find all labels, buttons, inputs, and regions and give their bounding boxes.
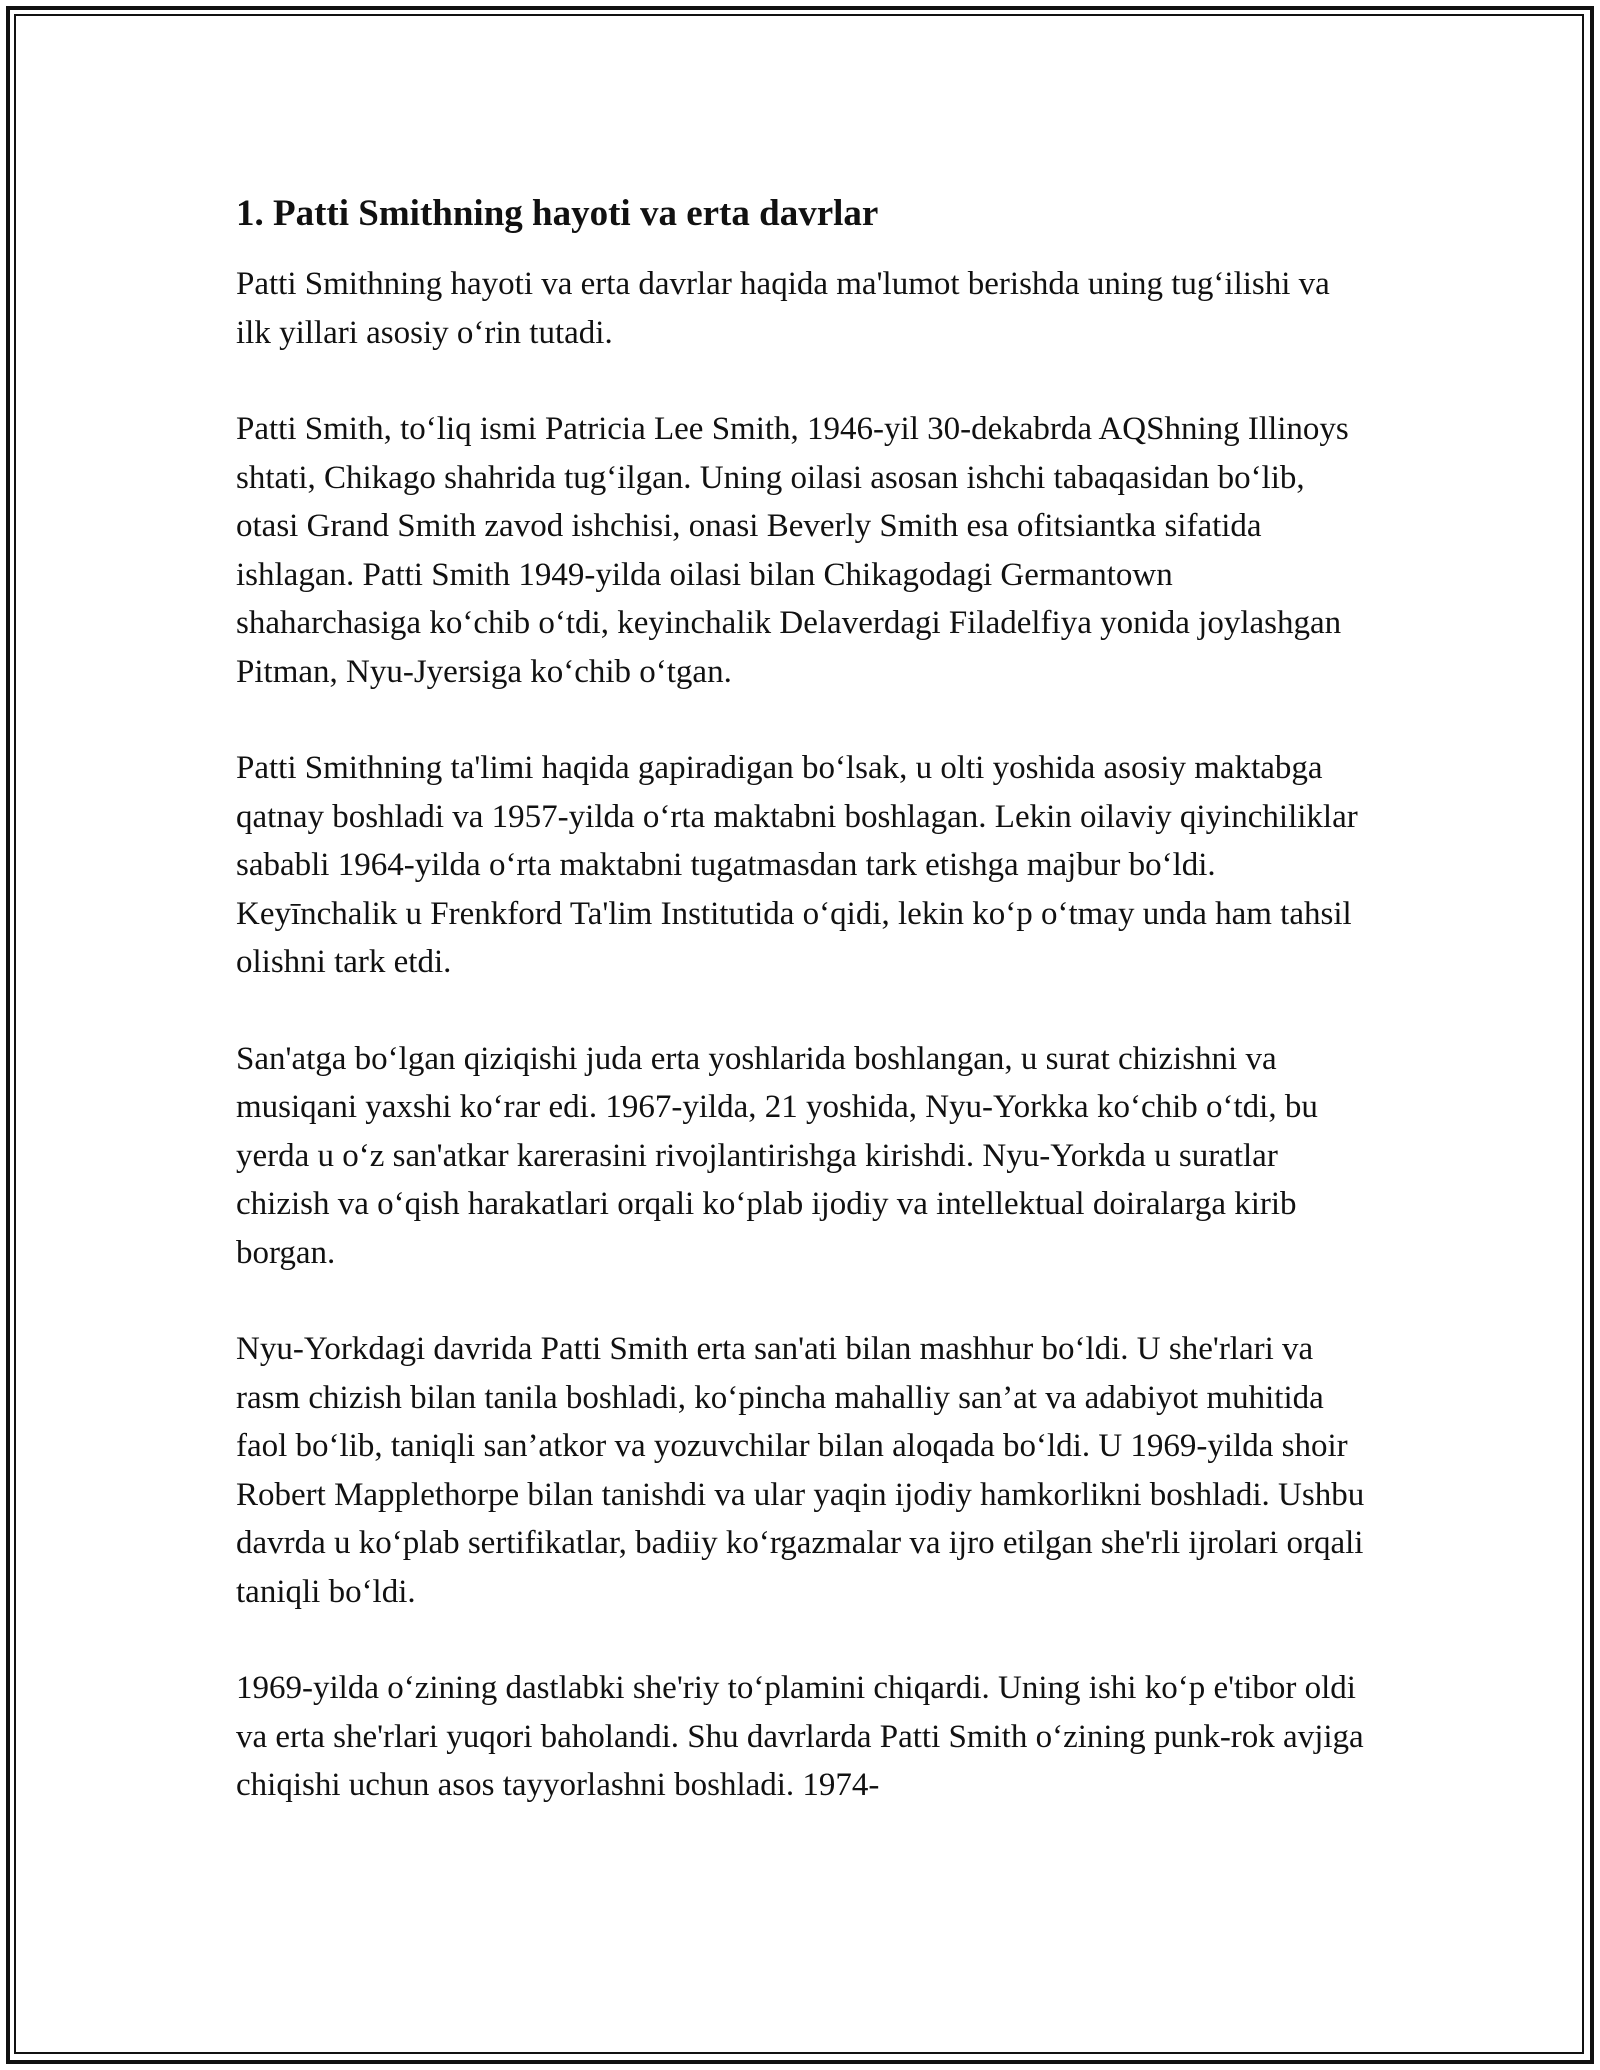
paragraph-first-collection: 1969-yilda o‘zining dastlabki she'riy to‘plamini chiqardi. Uning ishi ko‘p e'tibor oldi va erta she'rlari yuqori baholandi. Shu davrlarda Patti Smith o‘zining punk-rok avjiga chiqishi uchun asos tayyorlashni boshladi. 1974- — [236, 1670, 1364, 1804]
document-body — [236, 180, 1366, 1858]
paragraph-intro: Patti Smithning hayoti va erta davrlar haqida ma'lumot berishda uning tug‘ilishi va ilk yillari asosiy o‘rin tutadi. — [236, 266, 1330, 351]
paragraph-art-interest: San'atga bo‘lgan qiziqishi juda erta yoshlarida boshlangan, u surat chizishni va musiqani yaxshi ko‘rar edi. 1967-yilda, 21 yoshida, Nyu-Yorkka ko‘chib o‘tdi, bu yerda u o‘z san'atkar karerasini rivojlantirishga kirishdi. Nyu-Yorkda u suratlar chizish va o‘qish harakatlari orqali ko‘plab ijodiy va intellektual doiralarga kirib borgan. — [236, 1040, 1318, 1271]
paragraph-birth-family: Patti Smith, to‘liq ismi Patricia Lee Smith, 1946-yil 30-dekabrda AQShning Illinoys shtati, Chikago shahrida tug‘ilgan. Uning oilasi asosan ishchi tabaqasidan bo‘lib, otasi Grand Smith zavod ishchisi, onasi Beverly Smith esa ofitsiantka sifatida ishlagan. Patti Smith 1949-yilda oilasi bilan Chikagodagi Germantown shaharchasiga ko‘chib o‘tdi, keyinchalik Delaverdagi Filadelfiya yonida joylashgan Pitman, Nyu-Jyersiga ko‘chib o‘tgan. — [236, 411, 1349, 690]
section-heading: 1. Patti Smithning hayoti va erta davrlar — [236, 193, 879, 234]
paragraph-new-york-period: Nyu-Yorkdagi davrida Patti Smith erta san'ati bilan mashhur bo‘ldi. U she'rlari va rasm chizish bilan tanila boshladi, ko‘pincha mahalliy san’at va adabiyot muhitida faol bo‘lib, taniqli san’atkor va yozuvchilar bilan aloqada bo‘ldi. U 1969-yilda shoir Robert Mapplethorpe bilan tanishdi va ular yaqin ijodiy hamkorlikni boshladi. Ushbu davrda u ko‘plab sertifikatlar, badiiy ko‘rgazmalar va ijro etilgan she'rli ijrolari orqali taniqli bo‘ldi. — [236, 1331, 1365, 1610]
paragraph-education: Patti Smithning ta'limi haqida gapiradigan bo‘lsak, u olti yoshida asosiy maktabga qatnay boshladi va 1957-yilda o‘rta maktabni boshlagan. Lekin oilaviy qiyinchiliklar sababli 1964-yilda o‘rta maktabni tugatmasdan tark etishga majbur bo‘ldi. Keyīnchalik u Frenkford Ta'lim Institutida o‘qidi, lekin ko‘p o‘tmay unda ham tahsil olishni tark etdi. — [236, 750, 1358, 981]
